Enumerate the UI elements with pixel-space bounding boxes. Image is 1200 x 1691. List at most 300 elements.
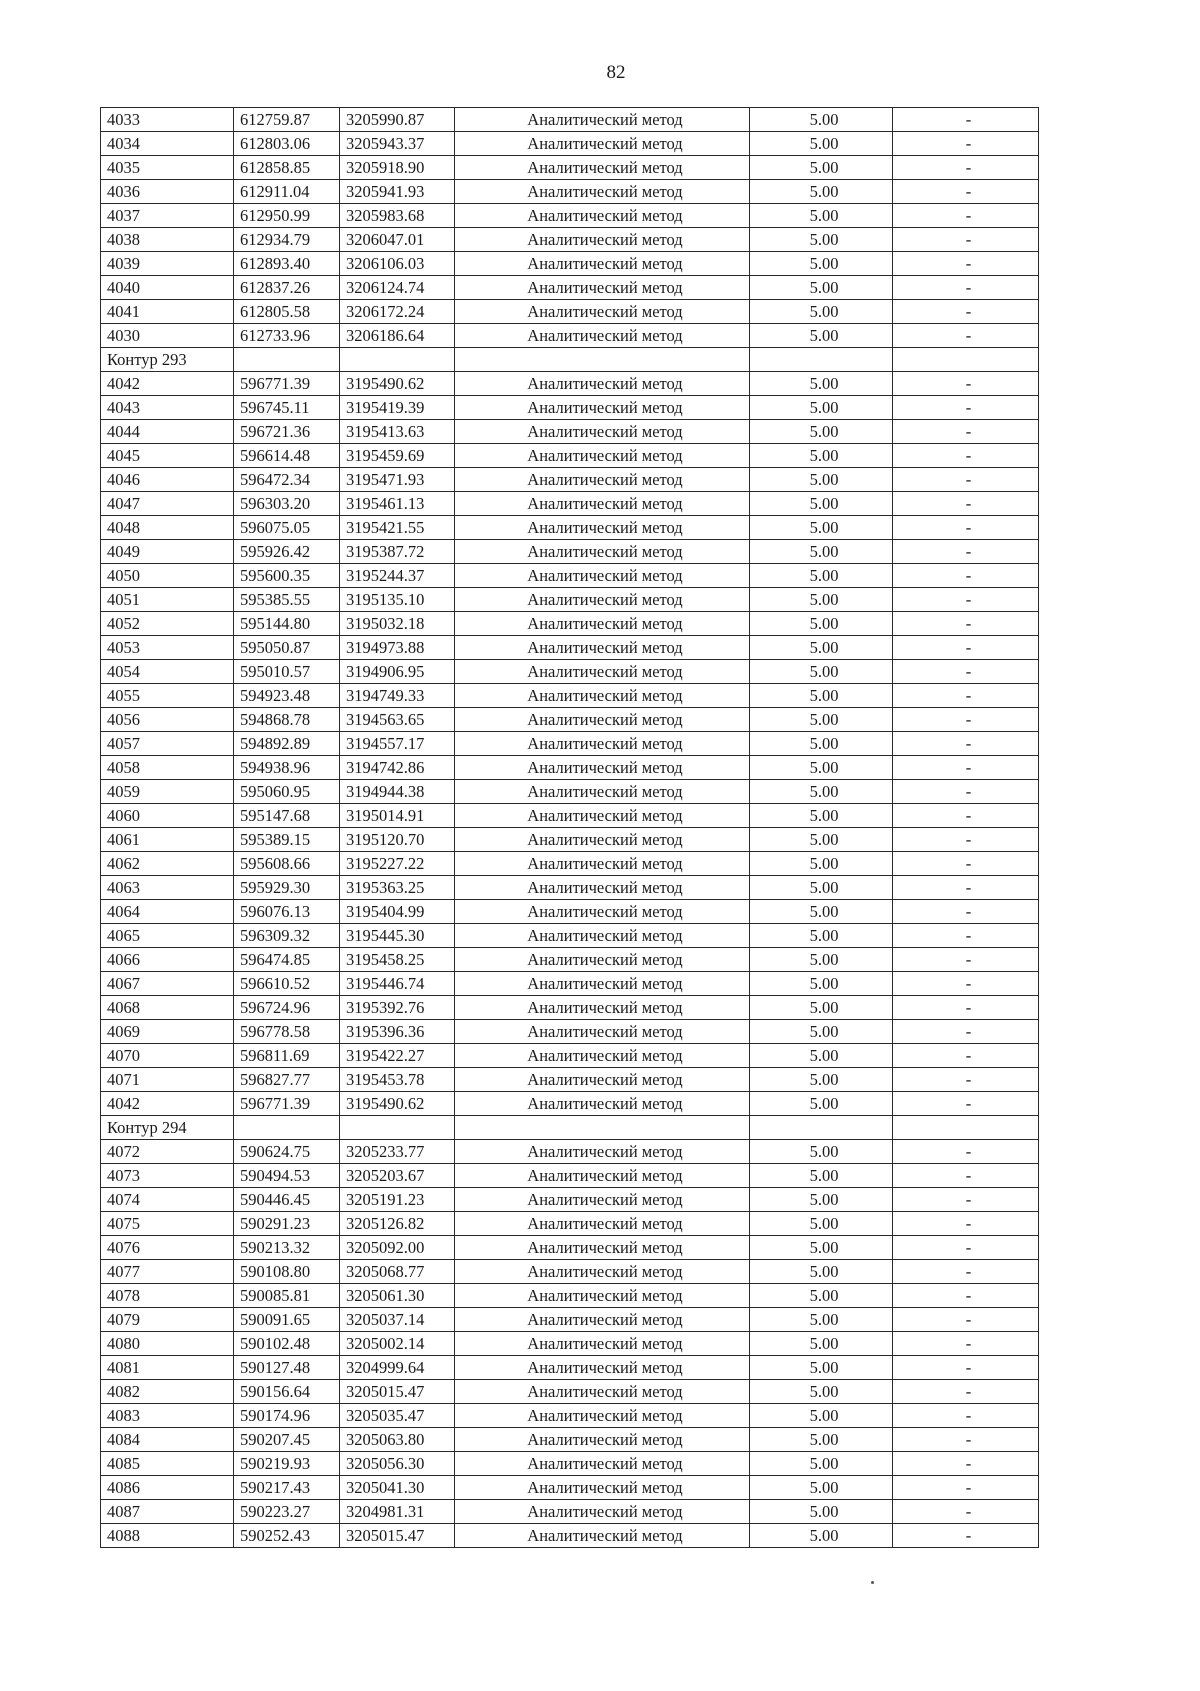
dash-cell: - xyxy=(893,1404,1039,1428)
y-coordinate-cell: 3195396.36 xyxy=(340,1020,455,1044)
point-number-cell: 4030 xyxy=(101,324,234,348)
x-coordinate-cell: 590102.48 xyxy=(234,1332,340,1356)
method-cell: Аналитический метод xyxy=(455,132,750,156)
table-row xyxy=(101,228,1039,252)
table-row xyxy=(101,1428,1039,1452)
x-coordinate-cell: 594868.78 xyxy=(234,708,340,732)
dash-cell: - xyxy=(893,1260,1039,1284)
point-number-cell: 4052 xyxy=(101,612,234,636)
method-cell: Аналитический метод xyxy=(455,924,750,948)
table-row xyxy=(101,1188,1039,1212)
method-cell: Аналитический метод xyxy=(455,1404,750,1428)
method-cell: Аналитический метод xyxy=(455,732,750,756)
y-coordinate-cell: 3205061.30 xyxy=(340,1284,455,1308)
point-number-cell: 4042 xyxy=(101,1092,234,1116)
y-coordinate-cell: 3195458.25 xyxy=(340,948,455,972)
empty-cell xyxy=(340,348,455,372)
y-coordinate-cell: 3206106.03 xyxy=(340,252,455,276)
dash-cell: - xyxy=(893,1452,1039,1476)
method-cell: Аналитический метод xyxy=(455,708,750,732)
x-coordinate-cell: 590091.65 xyxy=(234,1308,340,1332)
error-cell: 5.00 xyxy=(750,756,893,780)
y-coordinate-cell: 3195032.18 xyxy=(340,612,455,636)
error-cell: 5.00 xyxy=(750,540,893,564)
table-row xyxy=(101,636,1039,660)
dash-cell: - xyxy=(893,588,1039,612)
x-coordinate-cell: 596771.39 xyxy=(234,1092,340,1116)
x-coordinate-cell: 590291.23 xyxy=(234,1212,340,1236)
error-cell: 5.00 xyxy=(750,396,893,420)
method-cell: Аналитический метод xyxy=(455,756,750,780)
table-row xyxy=(101,876,1039,900)
y-coordinate-cell: 3195459.69 xyxy=(340,444,455,468)
dash-cell: - xyxy=(893,780,1039,804)
dash-cell: - xyxy=(893,1068,1039,1092)
method-cell: Аналитический метод xyxy=(455,852,750,876)
x-coordinate-cell: 596472.34 xyxy=(234,468,340,492)
point-number-cell: 4085 xyxy=(101,1452,234,1476)
x-coordinate-cell: 612733.96 xyxy=(234,324,340,348)
dash-cell: - xyxy=(893,252,1039,276)
table-row xyxy=(101,1020,1039,1044)
table-row xyxy=(101,1500,1039,1524)
table-row xyxy=(101,540,1039,564)
method-cell: Аналитический метод xyxy=(455,396,750,420)
x-coordinate-cell: 595050.87 xyxy=(234,636,340,660)
error-cell: 5.00 xyxy=(750,300,893,324)
x-coordinate-cell: 595060.95 xyxy=(234,780,340,804)
table-row xyxy=(101,684,1039,708)
dash-cell: - xyxy=(893,756,1039,780)
point-number-cell: 4060 xyxy=(101,804,234,828)
error-cell: 5.00 xyxy=(750,852,893,876)
point-number-cell: 4080 xyxy=(101,1332,234,1356)
point-number-cell: 4048 xyxy=(101,516,234,540)
dash-cell: - xyxy=(893,1284,1039,1308)
x-coordinate-cell: 590156.64 xyxy=(234,1380,340,1404)
x-coordinate-cell: 595600.35 xyxy=(234,564,340,588)
dash-cell: - xyxy=(893,660,1039,684)
empty-cell xyxy=(455,1116,750,1140)
dash-cell: - xyxy=(893,564,1039,588)
method-cell: Аналитический метод xyxy=(455,276,750,300)
method-cell: Аналитический метод xyxy=(455,300,750,324)
point-number-cell: 4055 xyxy=(101,684,234,708)
dash-cell: - xyxy=(893,444,1039,468)
method-cell: Аналитический метод xyxy=(455,804,750,828)
x-coordinate-cell: 596724.96 xyxy=(234,996,340,1020)
point-number-cell: 4078 xyxy=(101,1284,234,1308)
x-coordinate-cell: 596721.36 xyxy=(234,420,340,444)
table-row xyxy=(101,1524,1039,1548)
x-coordinate-cell: 594892.89 xyxy=(234,732,340,756)
point-number-cell: 4083 xyxy=(101,1404,234,1428)
x-coordinate-cell: 590252.43 xyxy=(234,1524,340,1548)
x-coordinate-cell: 590624.75 xyxy=(234,1140,340,1164)
point-number-cell: 4066 xyxy=(101,948,234,972)
method-cell: Аналитический метод xyxy=(455,372,750,396)
dash-cell: - xyxy=(893,1188,1039,1212)
point-number-cell: 4053 xyxy=(101,636,234,660)
error-cell: 5.00 xyxy=(750,1332,893,1356)
table-row xyxy=(101,852,1039,876)
method-cell: Аналитический метод xyxy=(455,1500,750,1524)
point-number-cell: 4075 xyxy=(101,1212,234,1236)
table-row xyxy=(101,828,1039,852)
point-number-cell: 4059 xyxy=(101,780,234,804)
method-cell: Аналитический метод xyxy=(455,948,750,972)
x-coordinate-cell: 590127.48 xyxy=(234,1356,340,1380)
point-number-cell: 4061 xyxy=(101,828,234,852)
error-cell: 5.00 xyxy=(750,444,893,468)
error-cell: 5.00 xyxy=(750,876,893,900)
error-cell: 5.00 xyxy=(750,516,893,540)
dash-cell: - xyxy=(893,1332,1039,1356)
error-cell: 5.00 xyxy=(750,1092,893,1116)
error-cell: 5.00 xyxy=(750,492,893,516)
y-coordinate-cell: 3195392.76 xyxy=(340,996,455,1020)
dash-cell: - xyxy=(893,300,1039,324)
table-row xyxy=(101,252,1039,276)
method-cell: Аналитический метод xyxy=(455,324,750,348)
error-cell: 5.00 xyxy=(750,132,893,156)
error-cell: 5.00 xyxy=(750,1308,893,1332)
page-number: 82 xyxy=(606,62,626,83)
coordinates-table-body xyxy=(101,108,1039,1548)
error-cell: 5.00 xyxy=(750,1356,893,1380)
method-cell: Аналитический метод xyxy=(455,684,750,708)
table-row xyxy=(101,1164,1039,1188)
y-coordinate-cell: 3205037.14 xyxy=(340,1308,455,1332)
x-coordinate-cell: 590174.96 xyxy=(234,1404,340,1428)
y-coordinate-cell: 3205056.30 xyxy=(340,1452,455,1476)
method-cell: Аналитический метод xyxy=(455,828,750,852)
error-cell: 5.00 xyxy=(750,1428,893,1452)
point-number-cell: 4067 xyxy=(101,972,234,996)
section-row xyxy=(101,1116,1039,1140)
error-cell: 5.00 xyxy=(750,732,893,756)
point-number-cell: 4033 xyxy=(101,108,234,132)
y-coordinate-cell: 3195419.39 xyxy=(340,396,455,420)
y-coordinate-cell: 3195135.10 xyxy=(340,588,455,612)
table-row xyxy=(101,108,1039,132)
x-coordinate-cell: 612803.06 xyxy=(234,132,340,156)
method-cell: Аналитический метод xyxy=(455,1452,750,1476)
x-coordinate-cell: 595144.80 xyxy=(234,612,340,636)
table-row xyxy=(101,588,1039,612)
dash-cell: - xyxy=(893,468,1039,492)
dash-cell: - xyxy=(893,396,1039,420)
error-cell: 5.00 xyxy=(750,996,893,1020)
table-row xyxy=(101,420,1039,444)
point-number-cell: 4077 xyxy=(101,1260,234,1284)
x-coordinate-cell: 596610.52 xyxy=(234,972,340,996)
coordinates-table xyxy=(100,107,1039,1548)
y-coordinate-cell: 3195120.70 xyxy=(340,828,455,852)
point-number-cell: 4086 xyxy=(101,1476,234,1500)
table-row xyxy=(101,516,1039,540)
table-row xyxy=(101,996,1039,1020)
point-number-cell: 4074 xyxy=(101,1188,234,1212)
method-cell: Аналитический метод xyxy=(455,1380,750,1404)
dash-cell: - xyxy=(893,972,1039,996)
point-number-cell: 4054 xyxy=(101,660,234,684)
x-coordinate-cell: 595010.57 xyxy=(234,660,340,684)
x-coordinate-cell: 612759.87 xyxy=(234,108,340,132)
x-coordinate-cell: 612934.79 xyxy=(234,228,340,252)
empty-cell xyxy=(893,348,1039,372)
x-coordinate-cell: 612837.26 xyxy=(234,276,340,300)
x-coordinate-cell: 596309.32 xyxy=(234,924,340,948)
error-cell: 5.00 xyxy=(750,1380,893,1404)
x-coordinate-cell: 612911.04 xyxy=(234,180,340,204)
table-row xyxy=(101,300,1039,324)
table-row xyxy=(101,1404,1039,1428)
error-cell: 5.00 xyxy=(750,1188,893,1212)
dash-cell: - xyxy=(893,1020,1039,1044)
y-coordinate-cell: 3206172.24 xyxy=(340,300,455,324)
dash-cell: - xyxy=(893,948,1039,972)
dash-cell: - xyxy=(893,852,1039,876)
dash-cell: - xyxy=(893,204,1039,228)
error-cell: 5.00 xyxy=(750,1020,893,1044)
x-coordinate-cell: 596778.58 xyxy=(234,1020,340,1044)
method-cell: Аналитический метод xyxy=(455,1308,750,1332)
y-coordinate-cell: 3205941.93 xyxy=(340,180,455,204)
y-coordinate-cell: 3204981.31 xyxy=(340,1500,455,1524)
table-row xyxy=(101,732,1039,756)
method-cell: Аналитический метод xyxy=(455,1524,750,1548)
y-coordinate-cell: 3195227.22 xyxy=(340,852,455,876)
y-coordinate-cell: 3205015.47 xyxy=(340,1524,455,1548)
method-cell: Аналитический метод xyxy=(455,588,750,612)
y-coordinate-cell: 3205041.30 xyxy=(340,1476,455,1500)
error-cell: 5.00 xyxy=(750,1452,893,1476)
table-row xyxy=(101,1332,1039,1356)
y-coordinate-cell: 3194557.17 xyxy=(340,732,455,756)
y-coordinate-cell: 3205063.80 xyxy=(340,1428,455,1452)
method-cell: Аналитический метод xyxy=(455,1020,750,1044)
dash-cell: - xyxy=(893,1500,1039,1524)
y-coordinate-cell: 3205233.77 xyxy=(340,1140,455,1164)
error-cell: 5.00 xyxy=(750,228,893,252)
error-cell: 5.00 xyxy=(750,708,893,732)
method-cell: Аналитический метод xyxy=(455,1188,750,1212)
method-cell: Аналитический метод xyxy=(455,1044,750,1068)
dash-cell: - xyxy=(893,516,1039,540)
point-number-cell: 4087 xyxy=(101,1500,234,1524)
y-coordinate-cell: 3205092.00 xyxy=(340,1236,455,1260)
error-cell: 5.00 xyxy=(750,180,893,204)
section-row xyxy=(101,348,1039,372)
dash-cell: - xyxy=(893,180,1039,204)
point-number-cell: 4038 xyxy=(101,228,234,252)
method-cell: Аналитический метод xyxy=(455,612,750,636)
y-coordinate-cell: 3195014.91 xyxy=(340,804,455,828)
table-row xyxy=(101,324,1039,348)
point-number-cell: 4034 xyxy=(101,132,234,156)
y-coordinate-cell: 3195490.62 xyxy=(340,1092,455,1116)
scan-speck xyxy=(871,1581,874,1584)
error-cell: 5.00 xyxy=(750,900,893,924)
point-number-cell: 4084 xyxy=(101,1428,234,1452)
table-row xyxy=(101,756,1039,780)
error-cell: 5.00 xyxy=(750,252,893,276)
point-number-cell: 4046 xyxy=(101,468,234,492)
error-cell: 5.00 xyxy=(750,1500,893,1524)
x-coordinate-cell: 594938.96 xyxy=(234,756,340,780)
error-cell: 5.00 xyxy=(750,1164,893,1188)
x-coordinate-cell: 590223.27 xyxy=(234,1500,340,1524)
x-coordinate-cell: 596474.85 xyxy=(234,948,340,972)
x-coordinate-cell: 590213.32 xyxy=(234,1236,340,1260)
x-coordinate-cell: 595389.15 xyxy=(234,828,340,852)
y-coordinate-cell: 3195445.30 xyxy=(340,924,455,948)
empty-cell xyxy=(893,1116,1039,1140)
table-row xyxy=(101,1380,1039,1404)
y-coordinate-cell: 3205203.67 xyxy=(340,1164,455,1188)
method-cell: Аналитический метод xyxy=(455,1476,750,1500)
point-number-cell: 4062 xyxy=(101,852,234,876)
method-cell: Аналитический метод xyxy=(455,1260,750,1284)
dash-cell: - xyxy=(893,1308,1039,1332)
dash-cell: - xyxy=(893,636,1039,660)
x-coordinate-cell: 595608.66 xyxy=(234,852,340,876)
y-coordinate-cell: 3194563.65 xyxy=(340,708,455,732)
y-coordinate-cell: 3194742.86 xyxy=(340,756,455,780)
dash-cell: - xyxy=(893,1236,1039,1260)
error-cell: 5.00 xyxy=(750,564,893,588)
point-number-cell: 4051 xyxy=(101,588,234,612)
y-coordinate-cell: 3206186.64 xyxy=(340,324,455,348)
section-label: Контур 294 xyxy=(101,1116,234,1140)
point-number-cell: 4039 xyxy=(101,252,234,276)
method-cell: Аналитический метод xyxy=(455,1092,750,1116)
point-number-cell: 4088 xyxy=(101,1524,234,1548)
method-cell: Аналитический метод xyxy=(455,1356,750,1380)
error-cell: 5.00 xyxy=(750,468,893,492)
dash-cell: - xyxy=(893,1092,1039,1116)
y-coordinate-cell: 3195404.99 xyxy=(340,900,455,924)
method-cell: Аналитический метод xyxy=(455,780,750,804)
error-cell: 5.00 xyxy=(750,1068,893,1092)
method-cell: Аналитический метод xyxy=(455,636,750,660)
dash-cell: - xyxy=(893,420,1039,444)
x-coordinate-cell: 596614.48 xyxy=(234,444,340,468)
table-row xyxy=(101,1068,1039,1092)
table-row xyxy=(101,612,1039,636)
table-row xyxy=(101,396,1039,420)
x-coordinate-cell: 590219.93 xyxy=(234,1452,340,1476)
error-cell: 5.00 xyxy=(750,1404,893,1428)
method-cell: Аналитический метод xyxy=(455,1332,750,1356)
method-cell: Аналитический метод xyxy=(455,516,750,540)
point-number-cell: 4069 xyxy=(101,1020,234,1044)
method-cell: Аналитический метод xyxy=(455,1068,750,1092)
dash-cell: - xyxy=(893,1140,1039,1164)
y-coordinate-cell: 3205990.87 xyxy=(340,108,455,132)
x-coordinate-cell: 612858.85 xyxy=(234,156,340,180)
empty-cell xyxy=(455,348,750,372)
table-row xyxy=(101,1476,1039,1500)
point-number-cell: 4057 xyxy=(101,732,234,756)
table-row xyxy=(101,660,1039,684)
x-coordinate-cell: 595385.55 xyxy=(234,588,340,612)
y-coordinate-cell: 3195453.78 xyxy=(340,1068,455,1092)
y-coordinate-cell: 3195387.72 xyxy=(340,540,455,564)
x-coordinate-cell: 612893.40 xyxy=(234,252,340,276)
table-row xyxy=(101,1452,1039,1476)
method-cell: Аналитический метод xyxy=(455,108,750,132)
error-cell: 5.00 xyxy=(750,612,893,636)
y-coordinate-cell: 3195413.63 xyxy=(340,420,455,444)
x-coordinate-cell: 596771.39 xyxy=(234,372,340,396)
table-row xyxy=(101,1140,1039,1164)
empty-cell xyxy=(750,1116,893,1140)
dash-cell: - xyxy=(893,1212,1039,1236)
dash-cell: - xyxy=(893,1164,1039,1188)
error-cell: 5.00 xyxy=(750,780,893,804)
x-coordinate-cell: 612805.58 xyxy=(234,300,340,324)
method-cell: Аналитический метод xyxy=(455,492,750,516)
x-coordinate-cell: 596303.20 xyxy=(234,492,340,516)
point-number-cell: 4071 xyxy=(101,1068,234,1092)
point-number-cell: 4049 xyxy=(101,540,234,564)
method-cell: Аналитический метод xyxy=(455,204,750,228)
point-number-cell: 4045 xyxy=(101,444,234,468)
table-row xyxy=(101,276,1039,300)
y-coordinate-cell: 3205943.37 xyxy=(340,132,455,156)
dash-cell: - xyxy=(893,828,1039,852)
dash-cell: - xyxy=(893,540,1039,564)
y-coordinate-cell: 3194944.38 xyxy=(340,780,455,804)
x-coordinate-cell: 612950.99 xyxy=(234,204,340,228)
method-cell: Аналитический метод xyxy=(455,540,750,564)
table-row xyxy=(101,1308,1039,1332)
y-coordinate-cell: 3206047.01 xyxy=(340,228,455,252)
method-cell: Аналитический метод xyxy=(455,1428,750,1452)
table-row xyxy=(101,204,1039,228)
error-cell: 5.00 xyxy=(750,588,893,612)
error-cell: 5.00 xyxy=(750,684,893,708)
method-cell: Аналитический метод xyxy=(455,420,750,444)
y-coordinate-cell: 3195490.62 xyxy=(340,372,455,396)
point-number-cell: 4063 xyxy=(101,876,234,900)
method-cell: Аналитический метод xyxy=(455,900,750,924)
y-coordinate-cell: 3194749.33 xyxy=(340,684,455,708)
point-number-cell: 4065 xyxy=(101,924,234,948)
method-cell: Аналитический метод xyxy=(455,1164,750,1188)
dash-cell: - xyxy=(893,324,1039,348)
table-row xyxy=(101,972,1039,996)
dash-cell: - xyxy=(893,1428,1039,1452)
point-number-cell: 4073 xyxy=(101,1164,234,1188)
dash-cell: - xyxy=(893,708,1039,732)
point-number-cell: 4042 xyxy=(101,372,234,396)
table-row xyxy=(101,948,1039,972)
error-cell: 5.00 xyxy=(750,660,893,684)
method-cell: Аналитический метод xyxy=(455,444,750,468)
dash-cell: - xyxy=(893,1380,1039,1404)
dash-cell: - xyxy=(893,228,1039,252)
y-coordinate-cell: 3205035.47 xyxy=(340,1404,455,1428)
x-coordinate-cell: 596745.11 xyxy=(234,396,340,420)
empty-cell xyxy=(750,348,893,372)
point-number-cell: 4076 xyxy=(101,1236,234,1260)
x-coordinate-cell: 590217.43 xyxy=(234,1476,340,1500)
dash-cell: - xyxy=(893,876,1039,900)
error-cell: 5.00 xyxy=(750,108,893,132)
